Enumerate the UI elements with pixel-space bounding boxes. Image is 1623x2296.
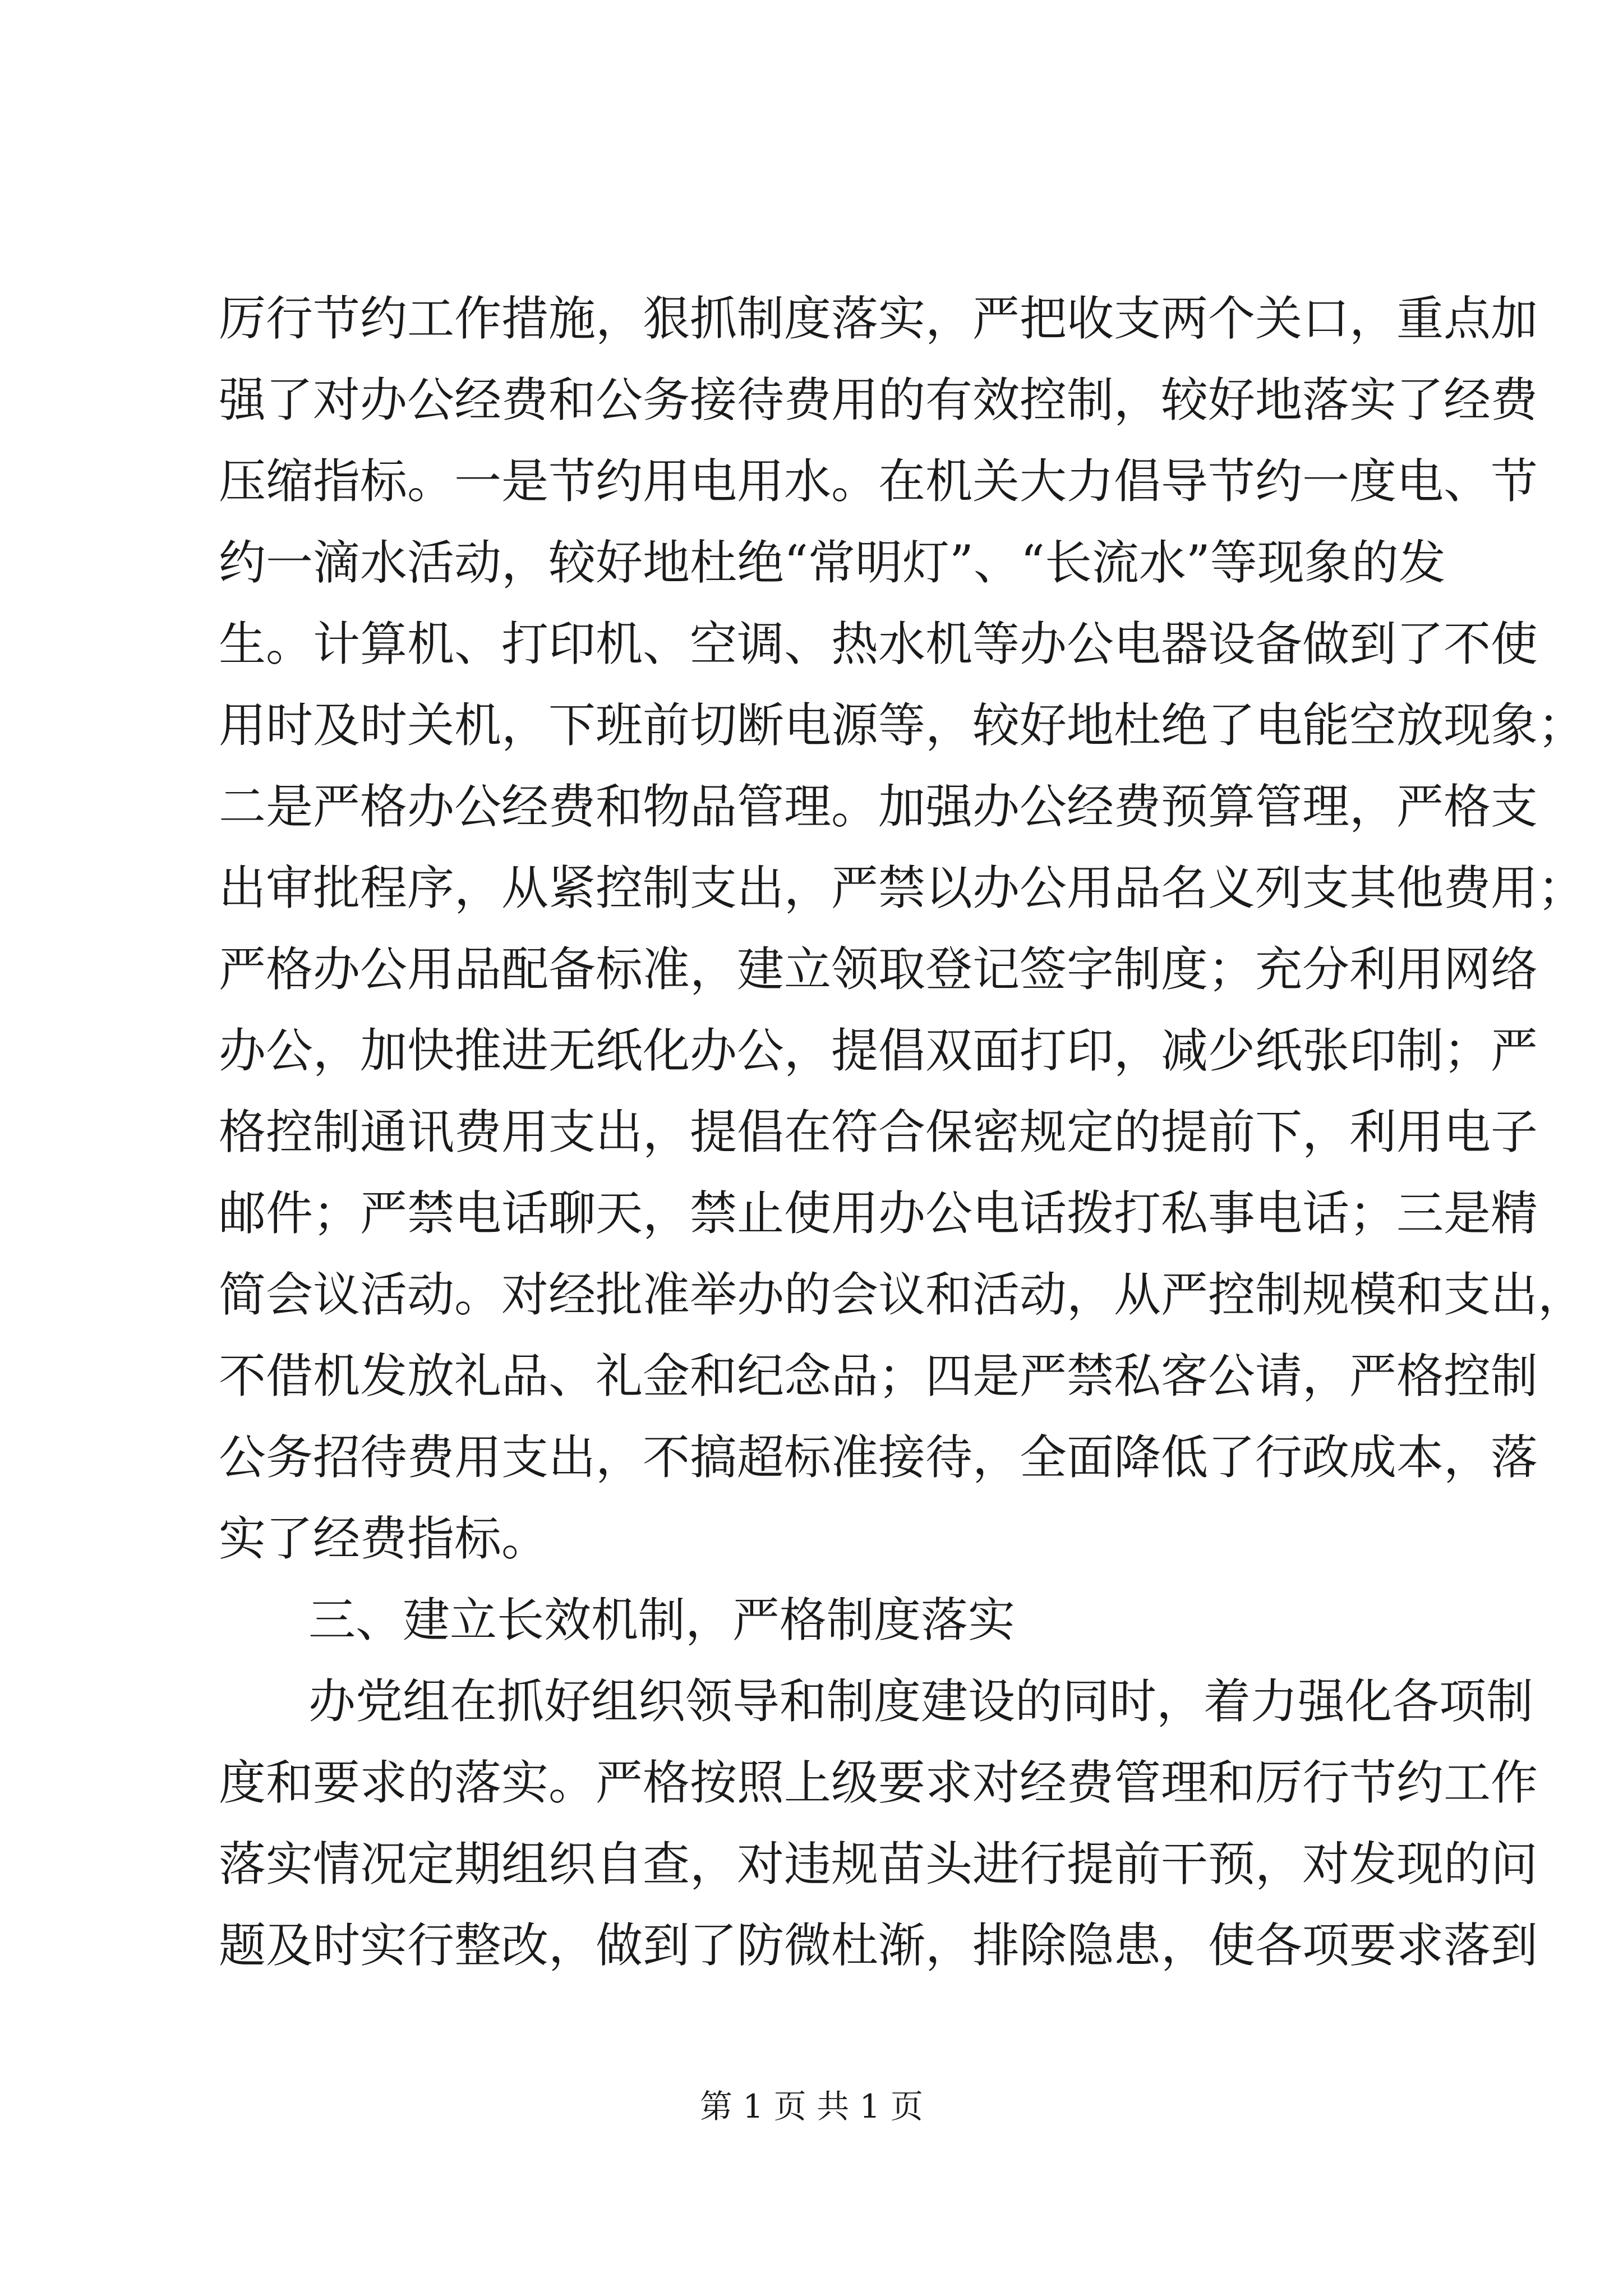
paragraph-line: 约一滴水活动，较好地杜绝“常明灯”、“长流水”等现象的发: [219, 535, 1446, 590]
page-footer: 第 1 页 共 1 页: [700, 2087, 923, 2125]
paragraph-line: 严格办公用品配备标准，建立领取登记签字制度；充分利用网络: [219, 942, 1538, 997]
paragraph-line: 用时及时关机，下班前切断电源等，较好地杜绝了电能空放现象；: [219, 698, 1585, 753]
paragraph-line: 二是严格办公经费和物品管理。加强办公经费预算管理，严格支: [219, 779, 1538, 834]
section-heading: 三、建立长效机制，严格制度落实: [308, 1593, 1016, 1648]
paragraph-line: 不借机发放礼品、礼金和纪念品；四是严禁私客公请，严格控制: [219, 1349, 1538, 1404]
paragraph-line: 简会议活动。对经批准举办的会议和活动，从严控制规模和支出，: [219, 1267, 1585, 1322]
paragraph-line: 公务招待费用支出，不搞超标准接待，全面降低了行政成本，落: [219, 1430, 1538, 1485]
paragraph-line: 题及时实行整改，做到了防微杜渐，排除隐患，使各项要求落到: [219, 1918, 1538, 1973]
paragraph-line: 压缩指标。一是节约用电用水。在机关大力倡导节约一度电、节: [219, 454, 1538, 509]
paragraph-line: 强了对办公经费和公务接待费用的有效控制，较好地落实了经费: [219, 372, 1538, 427]
document-body: [219, 291, 1585, 2000]
paragraph-line: 度和要求的落实。严格按照上级要求对经费管理和厉行节约工作: [219, 1755, 1538, 1810]
paragraph-line: 实了经费指标。: [219, 1511, 549, 1566]
paragraph-line: 办党组在抓好组织领导和制度建设的同时，着力强化各项制: [308, 1674, 1534, 1729]
paragraph-line: 厉行节约工作措施，狠抓制度落实，严把收支两个关口，重点加: [219, 291, 1538, 346]
paragraph-line: 格控制通讯费用支出，提倡在符合保密规定的提前下，利用电子: [219, 1105, 1538, 1159]
paragraph-line: 邮件；严禁电话聊天，禁止使用办公电话拨打私事电话；三是精: [219, 1186, 1538, 1241]
paragraph-line: 出审批程序，从紧控制支出，严禁以办公用品名义列支其他费用；: [219, 861, 1585, 915]
paragraph-line: 生。计算机、打印机、空调、热水机等办公电器设备做到了不使: [219, 616, 1538, 671]
paragraph-line: 落实情况定期组织自查，对违规苗头进行提前干预，对发现的问: [219, 1837, 1538, 1892]
paragraph-line: 办公，加快推进无纸化办公，提倡双面打印，减少纸张印制；严: [219, 1023, 1538, 1078]
